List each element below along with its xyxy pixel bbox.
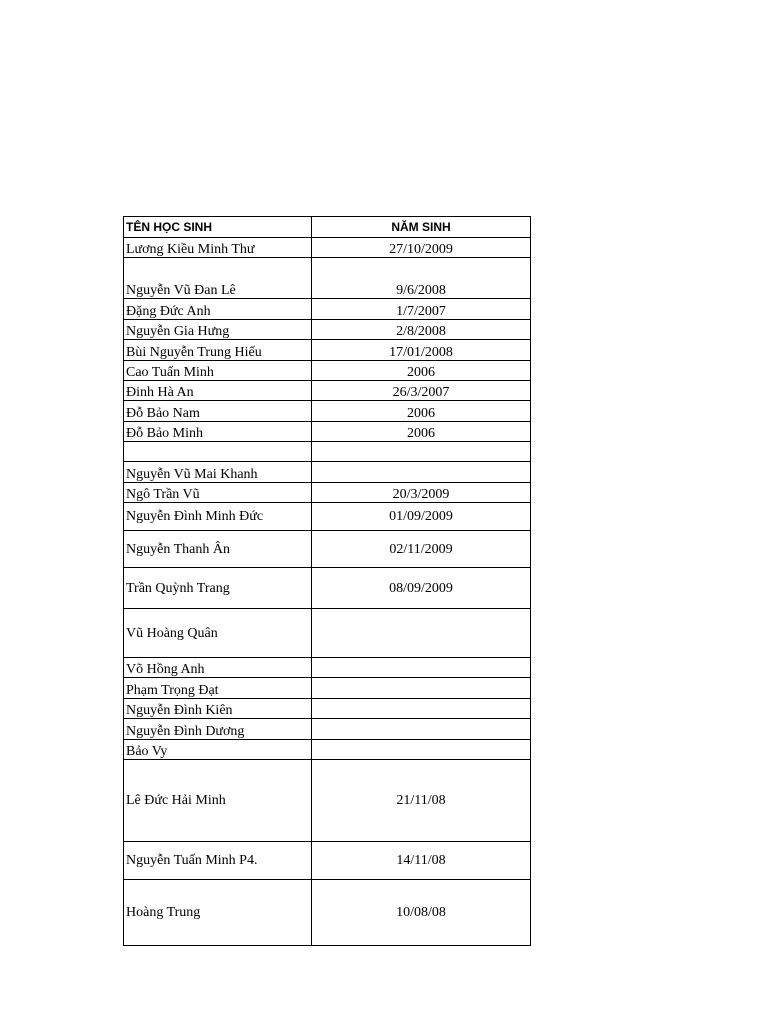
student-name-cell: Đặng Đức Anh	[124, 299, 312, 320]
student-name-cell: Nguyễn Đình Dương	[124, 719, 312, 740]
student-name-cell: Ngô Trần Vũ	[124, 483, 312, 503]
student-name-cell: Lương Kiều Minh Thư	[124, 238, 312, 258]
table-row	[124, 678, 531, 699]
table-row	[124, 842, 531, 880]
student-name-cell: Nguyễn Đình Minh Đức	[124, 503, 312, 531]
student-table	[123, 216, 531, 946]
table-row	[124, 760, 531, 842]
student-name-cell: Đỗ Bảo Minh	[124, 422, 312, 442]
birth-date-cell: 21/11/08	[312, 760, 531, 842]
student-name-cell: Nguyễn Vũ Mai Khanh	[124, 462, 312, 483]
student-name-cell: Cao Tuấn Minh	[124, 361, 312, 381]
table-row	[124, 719, 531, 740]
student-name-cell	[124, 442, 312, 462]
header-row	[124, 217, 531, 238]
student-name-cell: Nguyễn Thanh Ân	[124, 531, 312, 568]
table-row	[124, 361, 531, 381]
birth-date-cell: 26/3/2007	[312, 381, 531, 401]
student-name-cell: Đỗ Bảo Nam	[124, 401, 312, 422]
table-row	[124, 401, 531, 422]
table-row	[124, 442, 531, 462]
table-row	[124, 568, 531, 609]
table-row	[124, 381, 531, 401]
table-row	[124, 462, 531, 483]
table-row	[124, 299, 531, 320]
birth-date-cell: 2006	[312, 401, 531, 422]
student-name-cell: Nguyễn Tuấn Minh P4.	[124, 842, 312, 880]
birth-date-cell	[312, 462, 531, 483]
table-row	[124, 422, 531, 442]
birth-date-cell: 08/09/2009	[312, 568, 531, 609]
birth-date-cell	[312, 678, 531, 699]
birth-date-cell: 2006	[312, 361, 531, 381]
student-name-cell: Vũ Hoàng Quân	[124, 609, 312, 658]
birth-date-cell	[312, 740, 531, 760]
column-header-dob: NĂM SINH	[312, 217, 531, 238]
birth-date-cell: 9/6/2008	[312, 258, 531, 299]
table-row	[124, 658, 531, 678]
table-row	[124, 699, 531, 719]
birth-date-cell	[312, 699, 531, 719]
student-name-cell: Bảo Vy	[124, 740, 312, 760]
student-name-cell: Phạm Trọng Đạt	[124, 678, 312, 699]
birth-date-cell: 27/10/2009	[312, 238, 531, 258]
table-row	[124, 483, 531, 503]
birth-date-cell	[312, 442, 531, 462]
table-row	[124, 880, 531, 946]
birth-date-cell	[312, 658, 531, 678]
birth-date-cell: 02/11/2009	[312, 531, 531, 568]
student-name-cell: Nguyễn Gia Hưng	[124, 320, 312, 340]
table-row	[124, 258, 531, 299]
student-name-cell: Lê Đức Hải Minh	[124, 760, 312, 842]
birth-date-cell: 2/8/2008	[312, 320, 531, 340]
birth-date-cell: 20/3/2009	[312, 483, 531, 503]
birth-date-cell: 2006	[312, 422, 531, 442]
birth-date-cell	[312, 719, 531, 740]
birth-date-cell: 01/09/2009	[312, 503, 531, 531]
column-header-name: TÊN HỌC SINH	[124, 217, 312, 238]
student-name-cell: Hoàng Trung	[124, 880, 312, 946]
table-row	[124, 531, 531, 568]
student-name-cell: Võ Hồng Anh	[124, 658, 312, 678]
birth-date-cell: 17/01/2008	[312, 340, 531, 361]
table-row	[124, 609, 531, 658]
birth-date-cell	[312, 609, 531, 658]
student-name-cell: Bùi Nguyễn Trung Hiếu	[124, 340, 312, 361]
table-row	[124, 320, 531, 340]
birth-date-cell: 1/7/2007	[312, 299, 531, 320]
table-row	[124, 503, 531, 531]
birth-date-cell: 10/08/08	[312, 880, 531, 946]
student-name-cell: Nguyễn Vũ Đan Lê	[124, 258, 312, 299]
student-name-cell: Đinh Hà An	[124, 381, 312, 401]
student-name-cell: Nguyễn Đình Kiên	[124, 699, 312, 719]
table-row	[124, 340, 531, 361]
table-row	[124, 238, 531, 258]
table-row	[124, 740, 531, 760]
birth-date-cell: 14/11/08	[312, 842, 531, 880]
student-name-cell: Trần Quỳnh Trang	[124, 568, 312, 609]
